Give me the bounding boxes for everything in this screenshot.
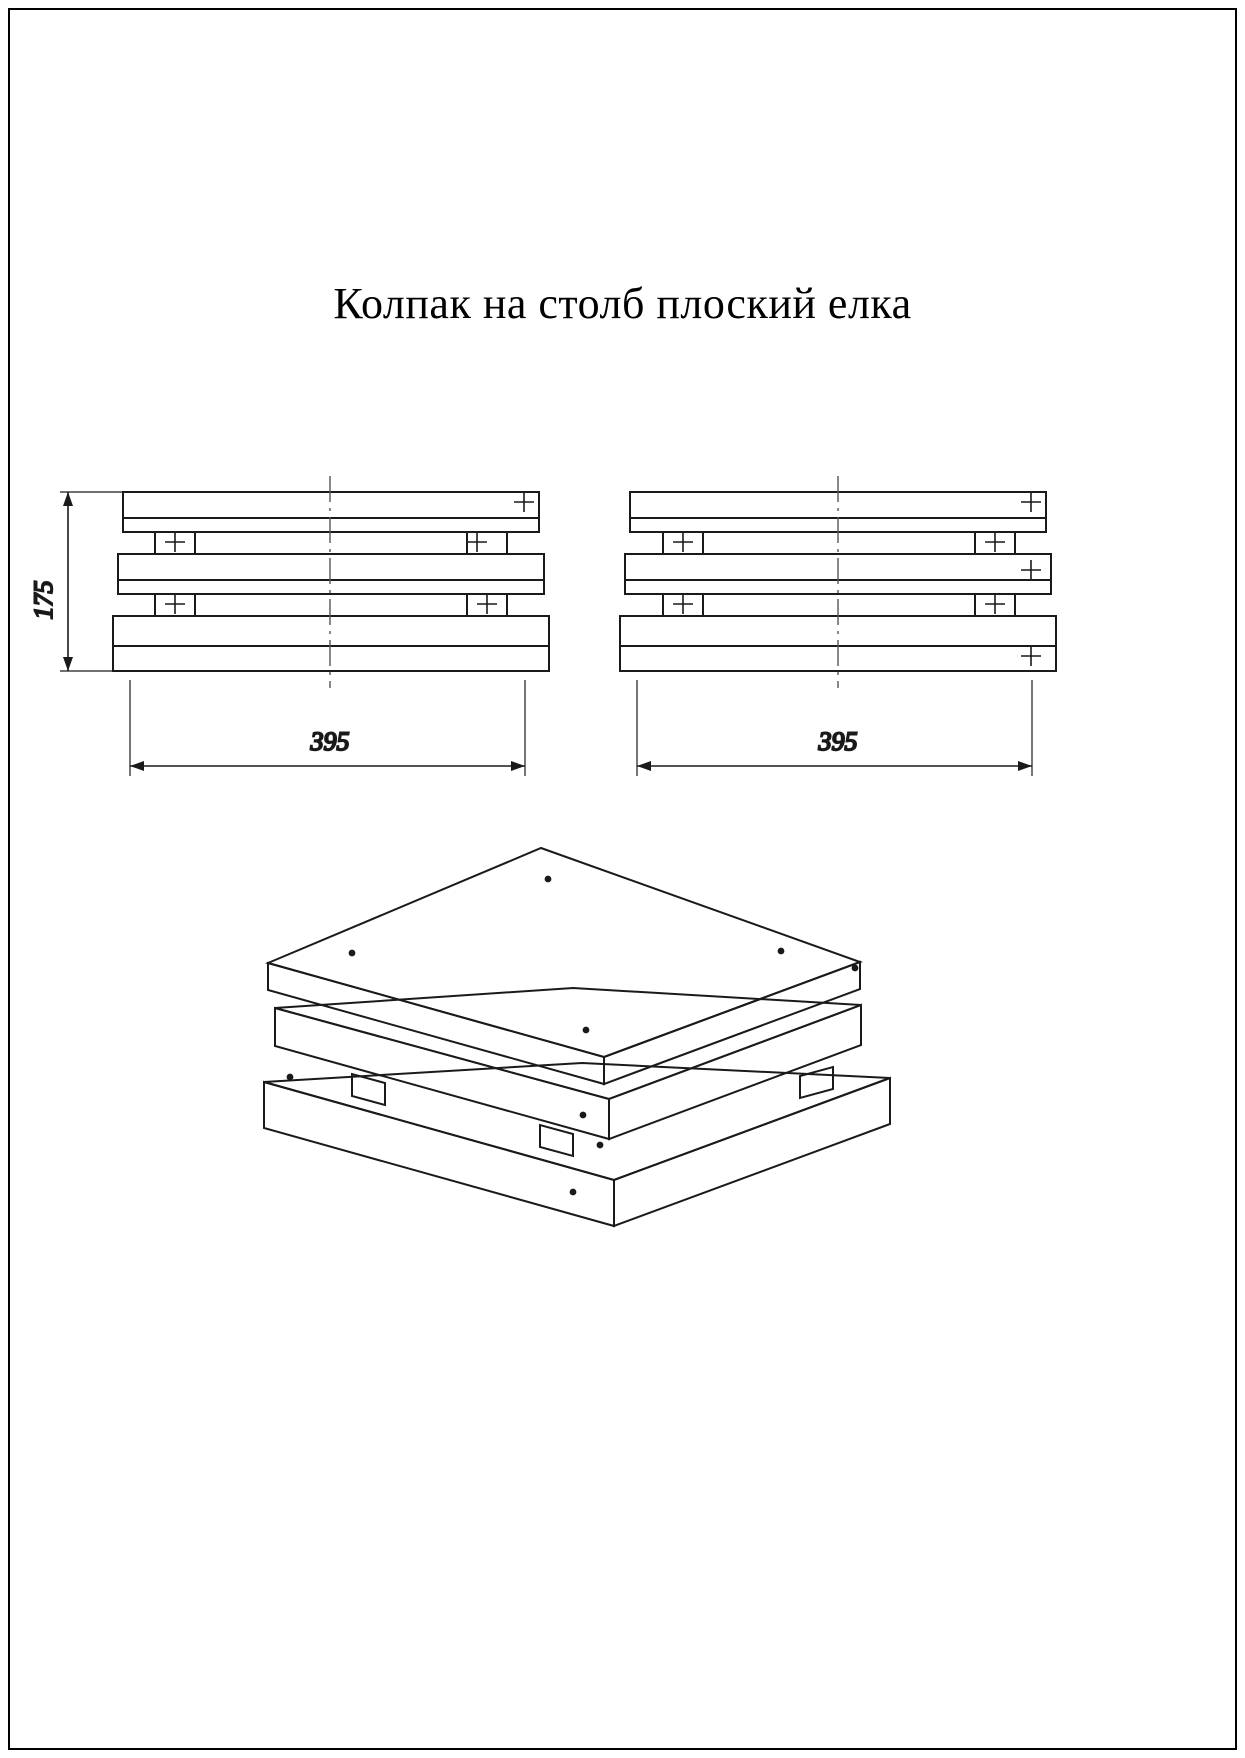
front-elevation-view xyxy=(29,476,549,776)
isometric-view xyxy=(264,848,890,1226)
dim-height-175: 175 xyxy=(29,580,58,620)
dim-width-front-395: 395 xyxy=(310,727,350,756)
page-title: Колпак на столб плоский елка xyxy=(333,279,912,328)
side-elevation-view xyxy=(620,476,1056,776)
dim-width-side-395: 395 xyxy=(818,727,858,756)
